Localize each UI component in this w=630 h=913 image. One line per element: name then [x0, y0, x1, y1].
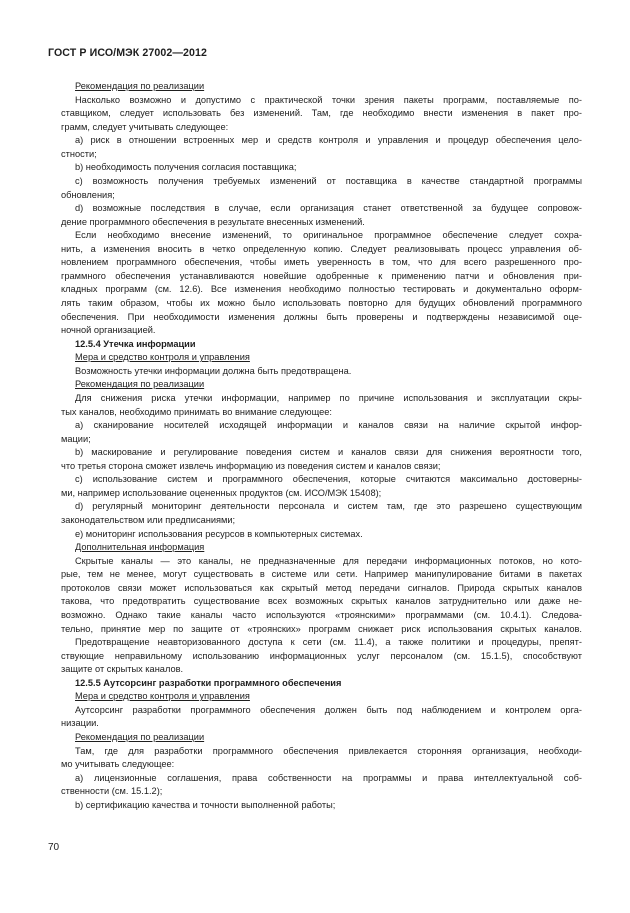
- text-line: граммного обеспечения устанавливаются новейшие одобренные к применению патчи и обновления при-: [61, 270, 582, 281]
- text-line: Возможность утечки информации должна быть предотвращена.: [75, 365, 352, 376]
- text-line: a) сканирование носителей исходящей информации и каналов связи на наличие скрытой инфор-: [75, 420, 582, 431]
- text-line: Рекомендация по реализации: [75, 732, 205, 742]
- text-line: b) маскирование и регулирование поведения систем и каналов связи для снижения вероятности того,: [75, 447, 582, 458]
- text-line: обеспечения. При необходимости изменения должны быть проверены и подтверждены независимой оце-: [61, 311, 582, 322]
- text-line: Насколько возможно и допустимо с практической точки зрения пакеты программ, поставляемые по-: [75, 94, 582, 105]
- text-line: e) мониторинг использования ресурсов в компьютерных системах.: [75, 528, 363, 539]
- text-line: c) использование систем и программного обеспечения, которые считаются максимально достоверны-: [75, 474, 582, 485]
- text-line: ставщиком, следует использовать без изменений. Там, где необходимо внести изменения в пакет про-: [61, 108, 582, 119]
- page-number: 70: [48, 842, 60, 853]
- text-line: нить, а изменения вносить в четко определенную копию. Следует реализовывать процесс управления об-: [61, 243, 582, 254]
- text-line: законодательством или предписаниями;: [61, 515, 236, 525]
- text-line: a) риск в отношении встроенных мер и средств контроля и управления и процедур обеспечения цело-: [75, 135, 582, 146]
- text-line: Там, где для разработки программного обеспечения привлекается сторонняя организация, необходи-: [75, 745, 582, 756]
- text-line: 12.5.4 Утечка информации: [75, 338, 196, 349]
- text-line: ми, например использование оцененных продуктов (см. ИСО/МЭК 15408);: [61, 487, 382, 498]
- text-line: d) регулярный мониторинг деятельности персонала и систем там, где это разрешено существующим: [75, 501, 582, 512]
- text-line: c) возможность получения требуемых изменений от поставщика в качестве стандартной программы: [75, 175, 582, 186]
- text-line: такова, что предотвратить существование всех возможных скрытых каналов затруднительно или даже не-: [61, 596, 582, 607]
- text-line: мо учитывать следующее:: [61, 759, 175, 770]
- text-line: Для снижения риска утечки информации, например по причине использования и эксплуатации скры-: [75, 392, 582, 403]
- text-line: кладных программ (см. 12.6). Все изменения необходимо полностью тестировать и документально оформ-: [61, 284, 582, 295]
- text-line: низации.: [61, 718, 99, 729]
- text-line: тых каналов, необходимо принимать во внимание следующее:: [61, 406, 332, 417]
- text-line: что третья сторона сможет извлечь информацию из поведения систем и каналов связи;: [61, 460, 441, 471]
- text-line: b) сертификацию качества и точности выполненной работы;: [75, 799, 336, 810]
- text-line: Рекомендация по реализации: [75, 379, 205, 390]
- text-line: 12.5.5 Аутсорсинг разработки программного обеспечения: [75, 677, 342, 688]
- text-line: рые, тем не менее, могут существовать в системе или сети. Например манипулирование битами в пакетах: [61, 569, 582, 580]
- document-body: [61, 80, 582, 812]
- text-line: возможно. Однако такие каналы часто используются «троянскими» программами (см. 10.4.1). Следова-: [61, 609, 582, 620]
- text-line: Скрытые каналы — это каналы, не предназначенные для передачи информационных потоков, но кото-: [75, 555, 582, 566]
- text-line: a) лицензионные соглашения, права собственности на программы и права интеллектуальной соб-: [75, 772, 582, 783]
- text-line: мации;: [61, 433, 91, 444]
- text-line: дение программного обеспечения в результате внесенных изменений.: [61, 216, 365, 227]
- text-line: Мера и средство контроля и управления: [75, 691, 250, 702]
- text-line: Аутсорсинг разработки программного обеспечения должен быть под наблюдением и контролем орга-: [75, 704, 582, 715]
- text-line: Если необходимо внесение изменений, то оригинальное программное обеспечение следует сохра-: [75, 230, 582, 241]
- text-line: b) необходимость получения согласия поставщика;: [75, 162, 297, 173]
- text-line: Мера и средство контроля и управления: [75, 352, 250, 363]
- text-line: Предотвращение неавторизованного доступа к сети (см. 11.4), а также политики и процедуры, препят-: [75, 637, 582, 648]
- text-line: ствующие неправильному использованию информационных услуг персоналом (см. 15.1.5), способствуют: [61, 650, 582, 661]
- text-line: протоколов связи может использоваться как скрытый метод передачи сигналов. Природа скрытых каналов: [61, 582, 582, 593]
- text-line: обновления;: [61, 189, 115, 200]
- text-line: новлением программного обеспечения, чтобы иметь уверенность в том, что для всего разрешенного про-: [61, 257, 582, 268]
- text-line: ственности (см. 15.1.2);: [61, 786, 163, 797]
- text-line: тельно, принятие мер по защите от «троянских» программ снижает риск использования скрытых каналов.: [61, 623, 582, 634]
- text-line: ночной организацией.: [61, 325, 156, 336]
- page-header: ГОСТ Р ИСО/МЭК 27002—2012: [48, 47, 207, 59]
- text-line: стности;: [61, 148, 97, 159]
- text-line: лять таким образом, чтобы их можно было использовать повторно для будущих обновлений программного: [61, 298, 582, 308]
- text-line: d) возможные последствия в случае, если организация станет ответственной за будущее сопровож-: [75, 203, 582, 214]
- text-line: грамм, следует учитывать следующее:: [61, 121, 229, 132]
- text-line: Рекомендация по реализации: [75, 81, 205, 91]
- text-line: Дополнительная информация: [75, 542, 205, 553]
- text-line: защите от скрытых каналов.: [61, 664, 184, 675]
